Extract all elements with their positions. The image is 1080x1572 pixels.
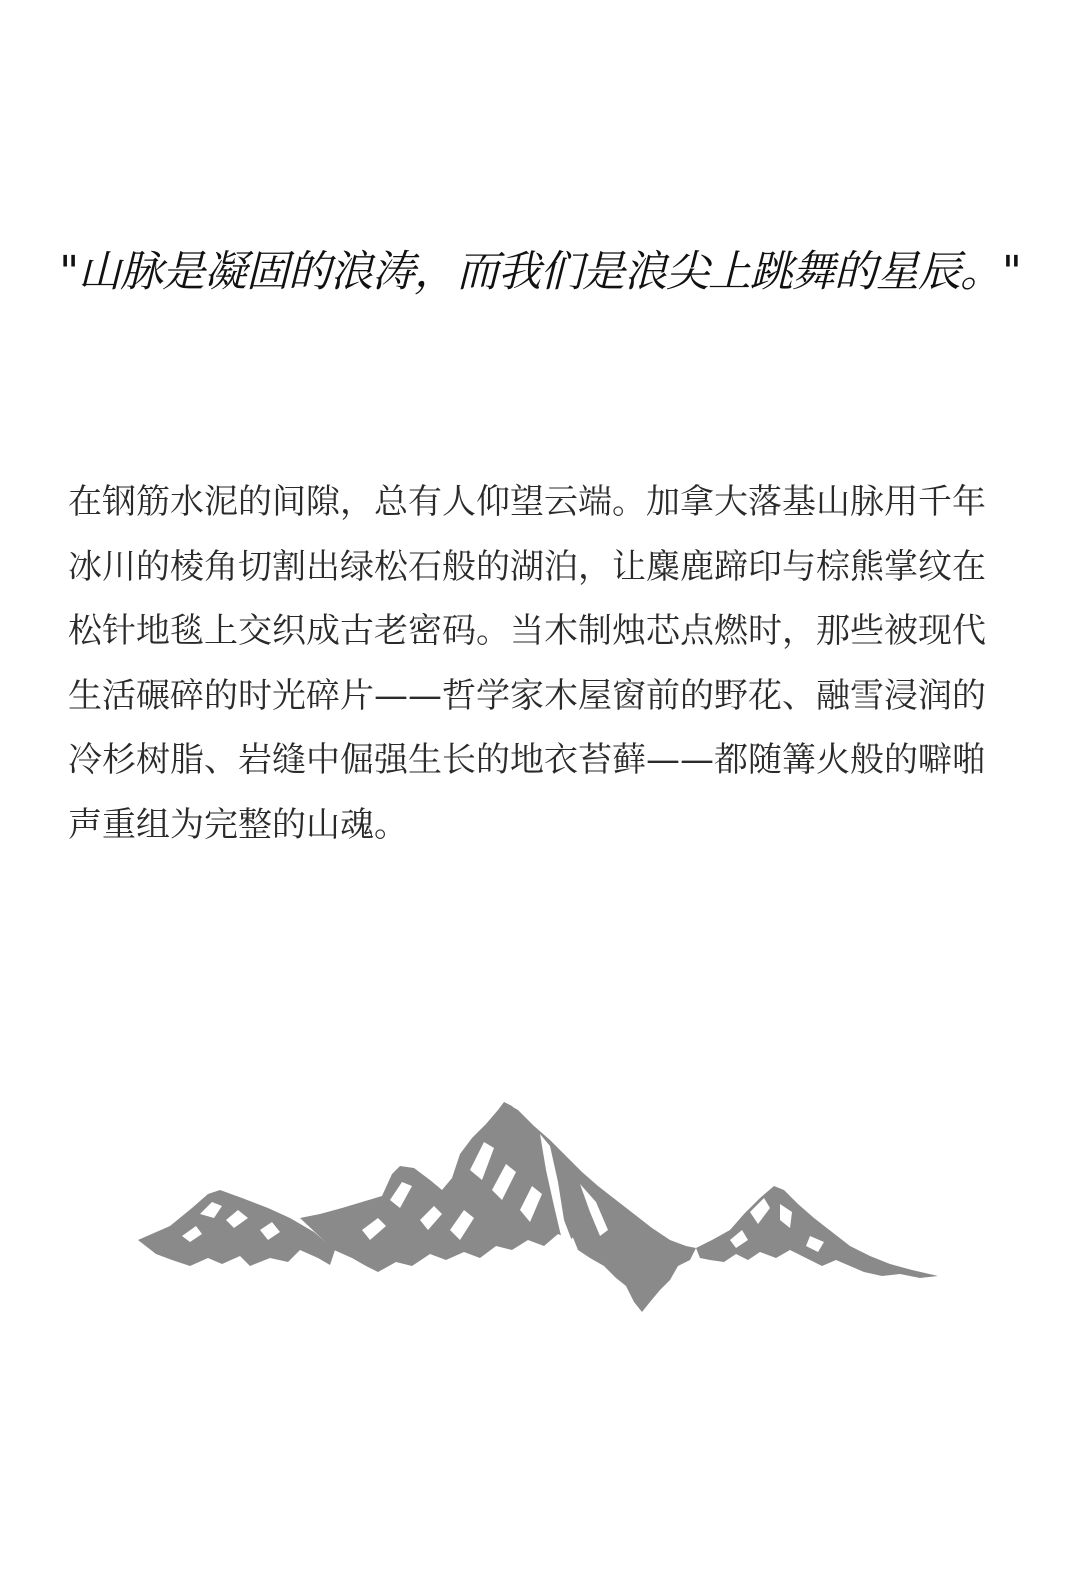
body-paragraph: 在钢筋水泥的间隙，总有人仰望云端。加拿大落基山脉用千年冰川的棱角切割出绿松石般的湖泊，让麋鹿蹄印与棕熊掌纹在松针地毯上交织成古老密码。当木制烛芯点燃时，那些被现代生活碾碎的时光碎片——哲学家木屋窗前的野花、融雪浸润的冷杉树脂、岩缝中倔强生长的地衣苔藓——都随篝火般的噼啪声重组为完整的山魂。 (68, 482, 986, 845)
mountain-range-icon (130, 1090, 950, 1330)
mountain-right-peak (696, 1186, 938, 1278)
mountain-left-peak (138, 1190, 335, 1266)
quote-text: "山脉是凝固的浪涛，而我们是浪尖上跳舞的星辰。" (59, 247, 1021, 297)
